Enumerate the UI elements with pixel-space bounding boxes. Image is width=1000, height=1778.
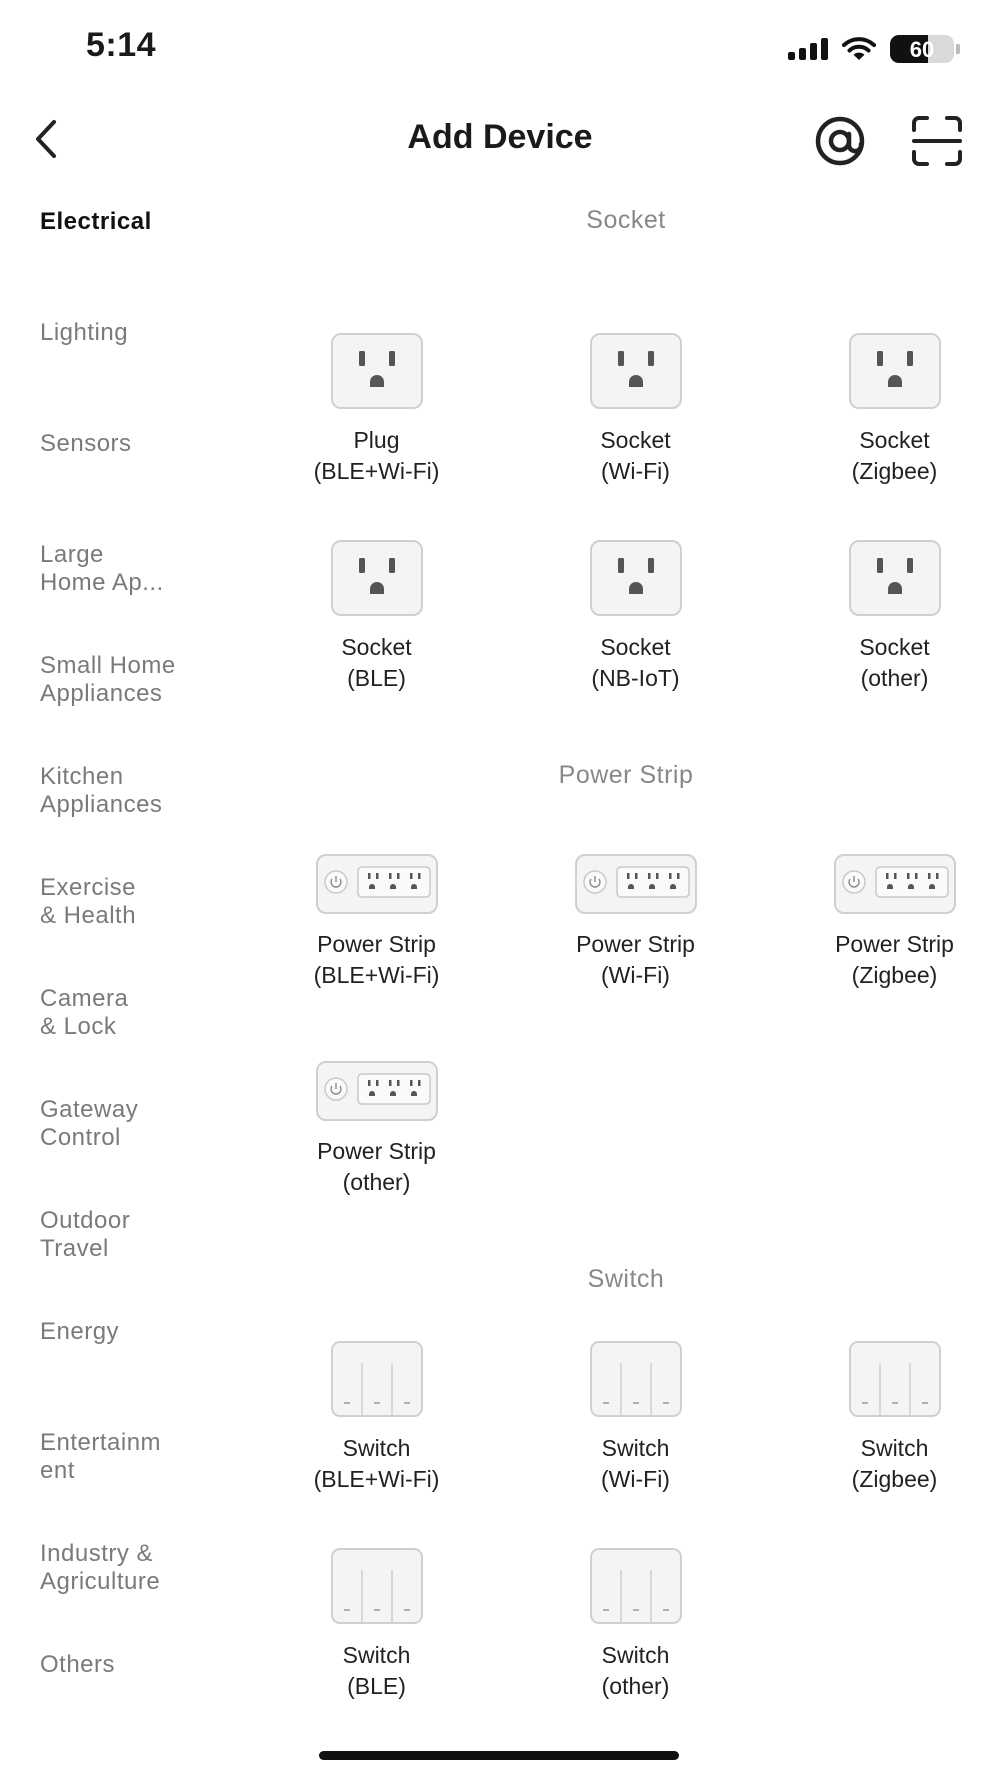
sidebar-category-label: Others (40, 1651, 116, 1678)
socket-icon (588, 538, 684, 618)
sidebar-category-label: Entertainm (40, 1429, 162, 1456)
sidebar-category-label: Travel (40, 1235, 109, 1262)
sidebar-category-label: Camera (40, 985, 129, 1012)
power-strip-icon (833, 853, 957, 915)
device-item[interactable] (247, 306, 506, 513)
device-icon-wrap (506, 1314, 765, 1419)
device-name: Power Strip (317, 931, 436, 957)
scan-icon (910, 114, 964, 168)
header (0, 100, 1000, 180)
socket-icon (847, 331, 943, 411)
device-item[interactable] (506, 1521, 765, 1728)
device-protocol: (Zigbee) (851, 1466, 938, 1492)
device-icon-wrap (765, 1314, 1000, 1419)
sidebar-category-label: ent (40, 1457, 75, 1484)
device-name: Switch (601, 1642, 670, 1668)
sidebar-category[interactable] (40, 985, 240, 1096)
device-name: Power Strip (576, 931, 695, 957)
sidebar-category[interactable] (40, 1540, 240, 1651)
sidebar-category-label: Home Ap... (40, 569, 164, 596)
device-grid (247, 306, 1000, 720)
device-icon-wrap (247, 306, 506, 411)
device-icon-wrap (247, 1017, 506, 1122)
device-protocol: (other) (601, 1673, 670, 1699)
switch-icon (588, 1546, 684, 1626)
device-label (602, 1640, 670, 1702)
battery-icon (890, 35, 954, 63)
sidebar-category[interactable] (40, 541, 240, 652)
sidebar-category-label: Large (40, 541, 104, 568)
device-name: Socket (859, 634, 930, 660)
device-label (852, 425, 938, 487)
device-name: Switch (860, 1435, 929, 1461)
device-icon-wrap (765, 810, 1000, 915)
device-protocol: (other) (342, 1169, 411, 1195)
device-item[interactable] (765, 1314, 1000, 1521)
device-protocol: (BLE+Wi-Fi) (313, 962, 440, 988)
device-protocol: (BLE+Wi-Fi) (313, 1466, 440, 1492)
device-label (314, 929, 440, 991)
sidebar-category-label: Control (40, 1124, 121, 1151)
power-strip-icon (574, 853, 698, 915)
sidebar-category[interactable] (40, 1429, 240, 1540)
device-list (252, 208, 1000, 1728)
power-strip-icon (315, 853, 439, 915)
sidebar-category-label: Appliances (40, 680, 163, 707)
device-label (591, 632, 679, 694)
power-strip-icon (315, 1060, 439, 1122)
device-name: Switch (342, 1642, 411, 1668)
device-icon-wrap (765, 306, 1000, 411)
sidebar-category-label: Outdoor (40, 1207, 131, 1234)
device-icon-wrap (247, 1521, 506, 1626)
section-title: Power Strip (558, 761, 694, 789)
device-label (341, 632, 411, 694)
device-icon-wrap (247, 513, 506, 618)
device-name: Socket (600, 634, 671, 660)
sidebar-category-label: Appliances (40, 791, 163, 818)
device-protocol: (Wi-Fi) (601, 1466, 670, 1492)
scan-button[interactable] (910, 114, 964, 168)
device-label (852, 1433, 938, 1495)
sidebar-category[interactable] (40, 1318, 240, 1429)
device-label (343, 1640, 411, 1702)
device-icon-wrap (247, 1314, 506, 1419)
device-label (600, 425, 670, 487)
sidebar-category-label: Energy (40, 1318, 120, 1345)
device-item[interactable] (247, 513, 506, 720)
device-item[interactable] (247, 1314, 506, 1521)
sidebar-category[interactable] (40, 319, 240, 430)
sidebar-category-label: & Lock (40, 1013, 117, 1040)
device-item[interactable] (506, 810, 765, 1017)
sidebar-category[interactable] (40, 1651, 240, 1762)
device-grid (247, 810, 1000, 1224)
status-icons (788, 32, 960, 66)
switch-icon (588, 1339, 684, 1419)
sidebar-category-label: Agriculture (40, 1568, 161, 1595)
sidebar-category[interactable] (40, 652, 240, 763)
device-item[interactable] (506, 1314, 765, 1521)
sidebar-category-label: Industry & (40, 1540, 154, 1567)
device-icon-wrap (247, 810, 506, 915)
sidebar-category-label: Gateway (40, 1096, 139, 1123)
battery-cap (956, 44, 960, 54)
sidebar-category-label: & Health (40, 902, 137, 929)
switch-icon (329, 1546, 425, 1626)
page-title: Add Device (407, 118, 593, 156)
device-item[interactable] (765, 513, 1000, 720)
device-name: Socket (600, 427, 671, 453)
device-name: Socket (859, 427, 930, 453)
device-item[interactable] (506, 306, 765, 513)
device-name: Switch (342, 1435, 411, 1461)
sidebar-category-label: Exercise (40, 874, 137, 901)
device-label (835, 929, 954, 991)
sidebar-category-label: Electrical (40, 208, 152, 235)
sidebar-category-label: Lighting (40, 319, 129, 346)
device-icon-wrap (506, 513, 765, 618)
socket-icon (329, 538, 425, 618)
switch-icon (847, 1339, 943, 1419)
device-item[interactable] (765, 810, 1000, 1017)
socket-icon (329, 331, 425, 411)
device-grid (247, 1314, 1000, 1728)
device-item[interactable] (247, 1521, 506, 1728)
sidebar-category[interactable] (40, 763, 240, 874)
cellular-signal-icon (788, 38, 828, 60)
device-name: Switch (601, 1435, 670, 1461)
device-protocol: (BLE) (347, 665, 406, 691)
sidebar-category[interactable] (40, 208, 240, 319)
status-bar (0, 0, 1000, 100)
device-protocol: (Wi-Fi) (601, 458, 670, 484)
device-icon-wrap (765, 513, 1000, 618)
device-item[interactable] (506, 513, 765, 720)
section-title: Socket (586, 206, 666, 234)
device-label (601, 1433, 670, 1495)
sidebar-category[interactable] (40, 430, 240, 541)
device-protocol: (BLE) (347, 1673, 406, 1699)
device-label (314, 1433, 440, 1495)
section-title: Switch (587, 1265, 665, 1293)
at-sign-icon (813, 114, 867, 168)
category-sidebar (40, 208, 240, 1762)
battery-level: 60 (909, 37, 935, 62)
sidebar-category[interactable] (40, 1207, 240, 1318)
device-label (314, 425, 440, 487)
switch-icon (329, 1339, 425, 1419)
device-protocol: (Zigbee) (851, 962, 938, 988)
sidebar-category-label: Sensors (40, 430, 132, 457)
device-name: Power Strip (317, 1138, 436, 1164)
device-label (859, 632, 929, 694)
sidebar-category-label: Kitchen (40, 763, 124, 790)
device-icon-wrap (506, 306, 765, 411)
device-label (317, 1136, 436, 1198)
device-name: Plug (353, 427, 400, 453)
nearby-devices-button[interactable] (813, 114, 867, 168)
device-item[interactable] (765, 306, 1000, 513)
device-protocol: (other) (860, 665, 929, 691)
device-protocol: (Zigbee) (851, 458, 938, 484)
device-icon-wrap (506, 810, 765, 915)
status-time: 5:14 (86, 26, 157, 64)
socket-icon (588, 331, 684, 411)
device-name: Socket (341, 634, 412, 660)
home-indicator (319, 1751, 679, 1760)
sidebar-category[interactable] (40, 1096, 240, 1207)
sidebar-category[interactable] (40, 874, 240, 985)
socket-icon (847, 538, 943, 618)
sidebar-category-label: Small Home (40, 652, 176, 679)
device-protocol: (NB-IoT) (591, 665, 680, 691)
device-icon-wrap (506, 1521, 765, 1626)
wifi-icon (842, 36, 876, 62)
device-label (576, 929, 695, 991)
device-protocol: (BLE+Wi-Fi) (313, 458, 440, 484)
device-item[interactable] (247, 810, 506, 1017)
device-item[interactable] (247, 1017, 506, 1224)
device-name: Power Strip (835, 931, 954, 957)
device-protocol: (Wi-Fi) (601, 962, 670, 988)
